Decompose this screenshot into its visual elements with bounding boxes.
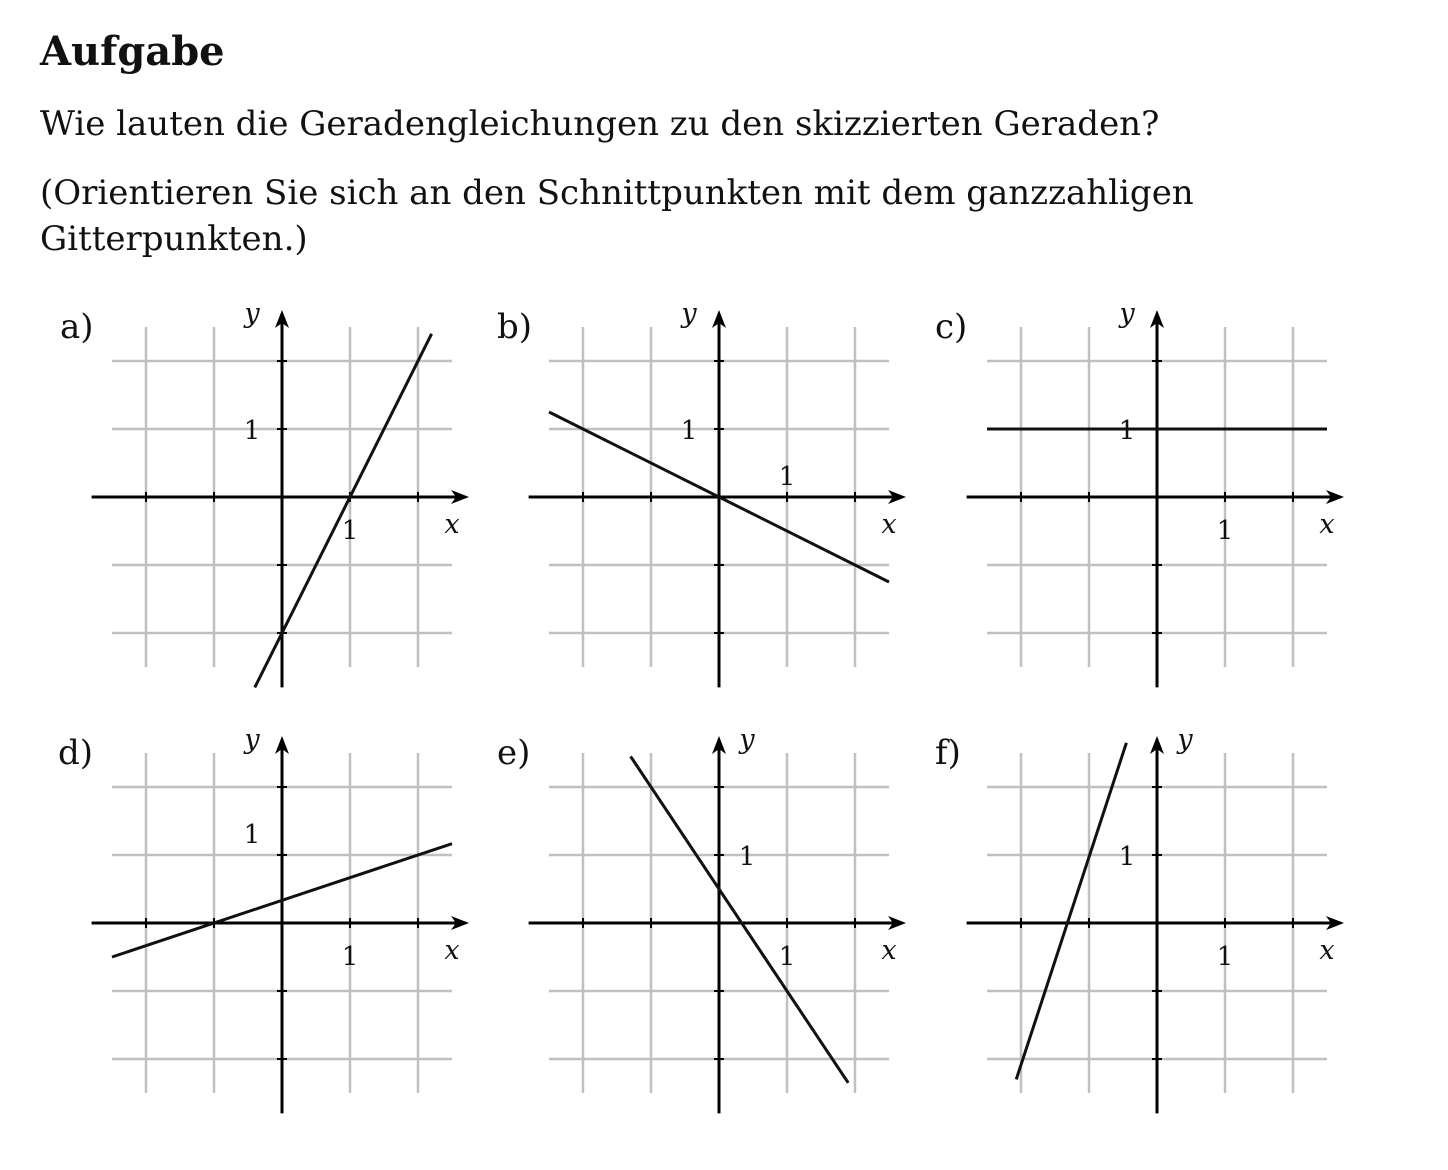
plot-panel-a — [60, 298, 469, 687]
x-axis-label: x — [1319, 509, 1335, 540]
x-tick-label: 1 — [341, 516, 359, 546]
y-axis-label: y — [681, 298, 697, 329]
y-axis-label: y — [244, 298, 260, 329]
y-axis-label: y — [739, 724, 755, 755]
x-axis-label: x — [1319, 935, 1335, 966]
graph-line — [1016, 743, 1126, 1080]
plot-panel-b — [497, 298, 906, 687]
plot-panel-d — [58, 724, 469, 1113]
x-axis-label: x — [444, 935, 460, 966]
question-text: Wie lauten die Geradengleichungen zu den skizzierten Geraden? — [40, 104, 1160, 144]
exercise-title: Aufgabe — [40, 28, 225, 75]
hint-text: (Orientieren Sie sich an den Schnittpunkten mit dem ganzzahligen Gitterpunkten.) — [40, 173, 1194, 259]
graph-line — [631, 756, 849, 1082]
y-tick-label: 1 — [1118, 842, 1136, 872]
x-tick-label: 1 — [1216, 516, 1234, 546]
y-axis-label: y — [1119, 298, 1135, 329]
x-tick-label: 1 — [341, 942, 359, 972]
y-tick-label: 1 — [680, 416, 698, 446]
y-axis-label: y — [244, 724, 260, 755]
x-tick-label: 1 — [778, 462, 796, 492]
plot-panel-e — [497, 724, 906, 1113]
x-axis-label: x — [881, 935, 897, 966]
y-tick-label: 1 — [243, 820, 261, 850]
plot-panel-c — [935, 298, 1344, 687]
panel-label: a) — [60, 307, 94, 347]
panel-label: d) — [58, 733, 94, 773]
y-tick-label: 1 — [738, 842, 756, 872]
y-axis-label: y — [1177, 724, 1193, 755]
x-axis-label: x — [444, 509, 460, 540]
x-tick-label: 1 — [1216, 942, 1234, 972]
y-tick-label: 1 — [1118, 416, 1136, 446]
plot-panel-f — [935, 724, 1344, 1113]
panel-label: f) — [935, 733, 961, 773]
panel-label: b) — [497, 307, 533, 347]
x-tick-label: 1 — [778, 942, 796, 972]
y-tick-label: 1 — [243, 416, 261, 446]
panel-label: e) — [497, 733, 531, 773]
x-axis-label: x — [881, 509, 897, 540]
panel-label: c) — [935, 307, 968, 347]
